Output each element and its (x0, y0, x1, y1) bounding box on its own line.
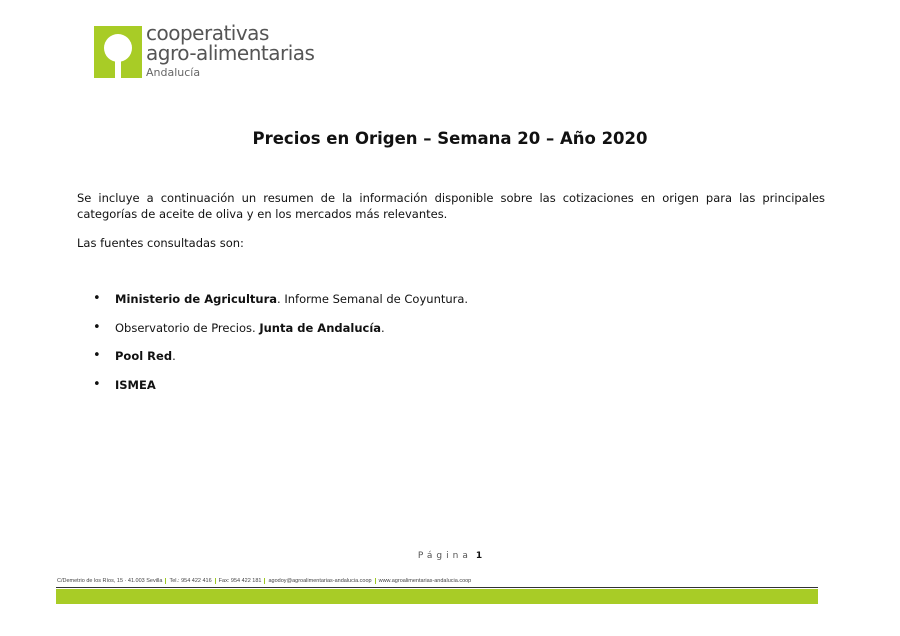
sources-intro: Las fuentes consultadas son: (77, 236, 244, 250)
document-title: Precios en Origen – Semana 20 – Año 2020 (252, 129, 648, 148)
logo-mark-icon (94, 26, 142, 78)
source-detail: . Informe Semanal de Coyuntura. (277, 292, 469, 306)
footer-web[interactable]: www.agroalimentarias-andalucia.coop (375, 578, 475, 584)
list-item (93, 291, 468, 320)
page-number (0, 551, 900, 561)
logo-line-3: Andalucía (146, 66, 201, 79)
footer-contact (57, 578, 474, 584)
list-item (93, 320, 468, 349)
bullet-icon: • (93, 291, 101, 306)
list-item (93, 348, 468, 377)
source-detail: Observatorio de Precios. (115, 320, 260, 335)
list-item (93, 377, 468, 406)
footer-address: C/Demetrio de los Ríos, 15 · 41.003 Sevilla (57, 578, 163, 584)
source-name: Ministerio de Agricultura (115, 292, 278, 306)
footer-email[interactable]: agodoy@agroalimentarias-andalucia.coop (264, 578, 374, 584)
source-detail: . (381, 320, 385, 335)
sources-list (93, 291, 468, 405)
footer-bar (56, 589, 818, 604)
intro-paragraph: Se incluye a continuación un resumen de la información disponible sobre las cotizaciones en origen para las principales categorías de aceite de oliva y en los mercados más relevantes. (77, 191, 825, 221)
logo (94, 22, 314, 82)
source-name: Pool Red (115, 349, 173, 363)
bullet-icon: • (93, 319, 101, 335)
footer-divider (56, 587, 818, 588)
bullet-icon: • (93, 348, 101, 363)
logo-line-1: cooperativas (146, 21, 269, 45)
source-detail: . (172, 349, 176, 363)
footer-fax: Fax: 954 422 181 (215, 578, 265, 584)
bullet-icon: • (93, 376, 101, 392)
page-label: Página (417, 551, 472, 561)
source-name: Junta de Andalucía (259, 320, 382, 335)
logo-line-2: agro-alimentarias (146, 41, 315, 65)
page-number-value: 1 (475, 551, 483, 561)
source-name: ISMEA (115, 377, 156, 392)
footer-phone: Tel.: 954 422 416 (165, 578, 214, 584)
